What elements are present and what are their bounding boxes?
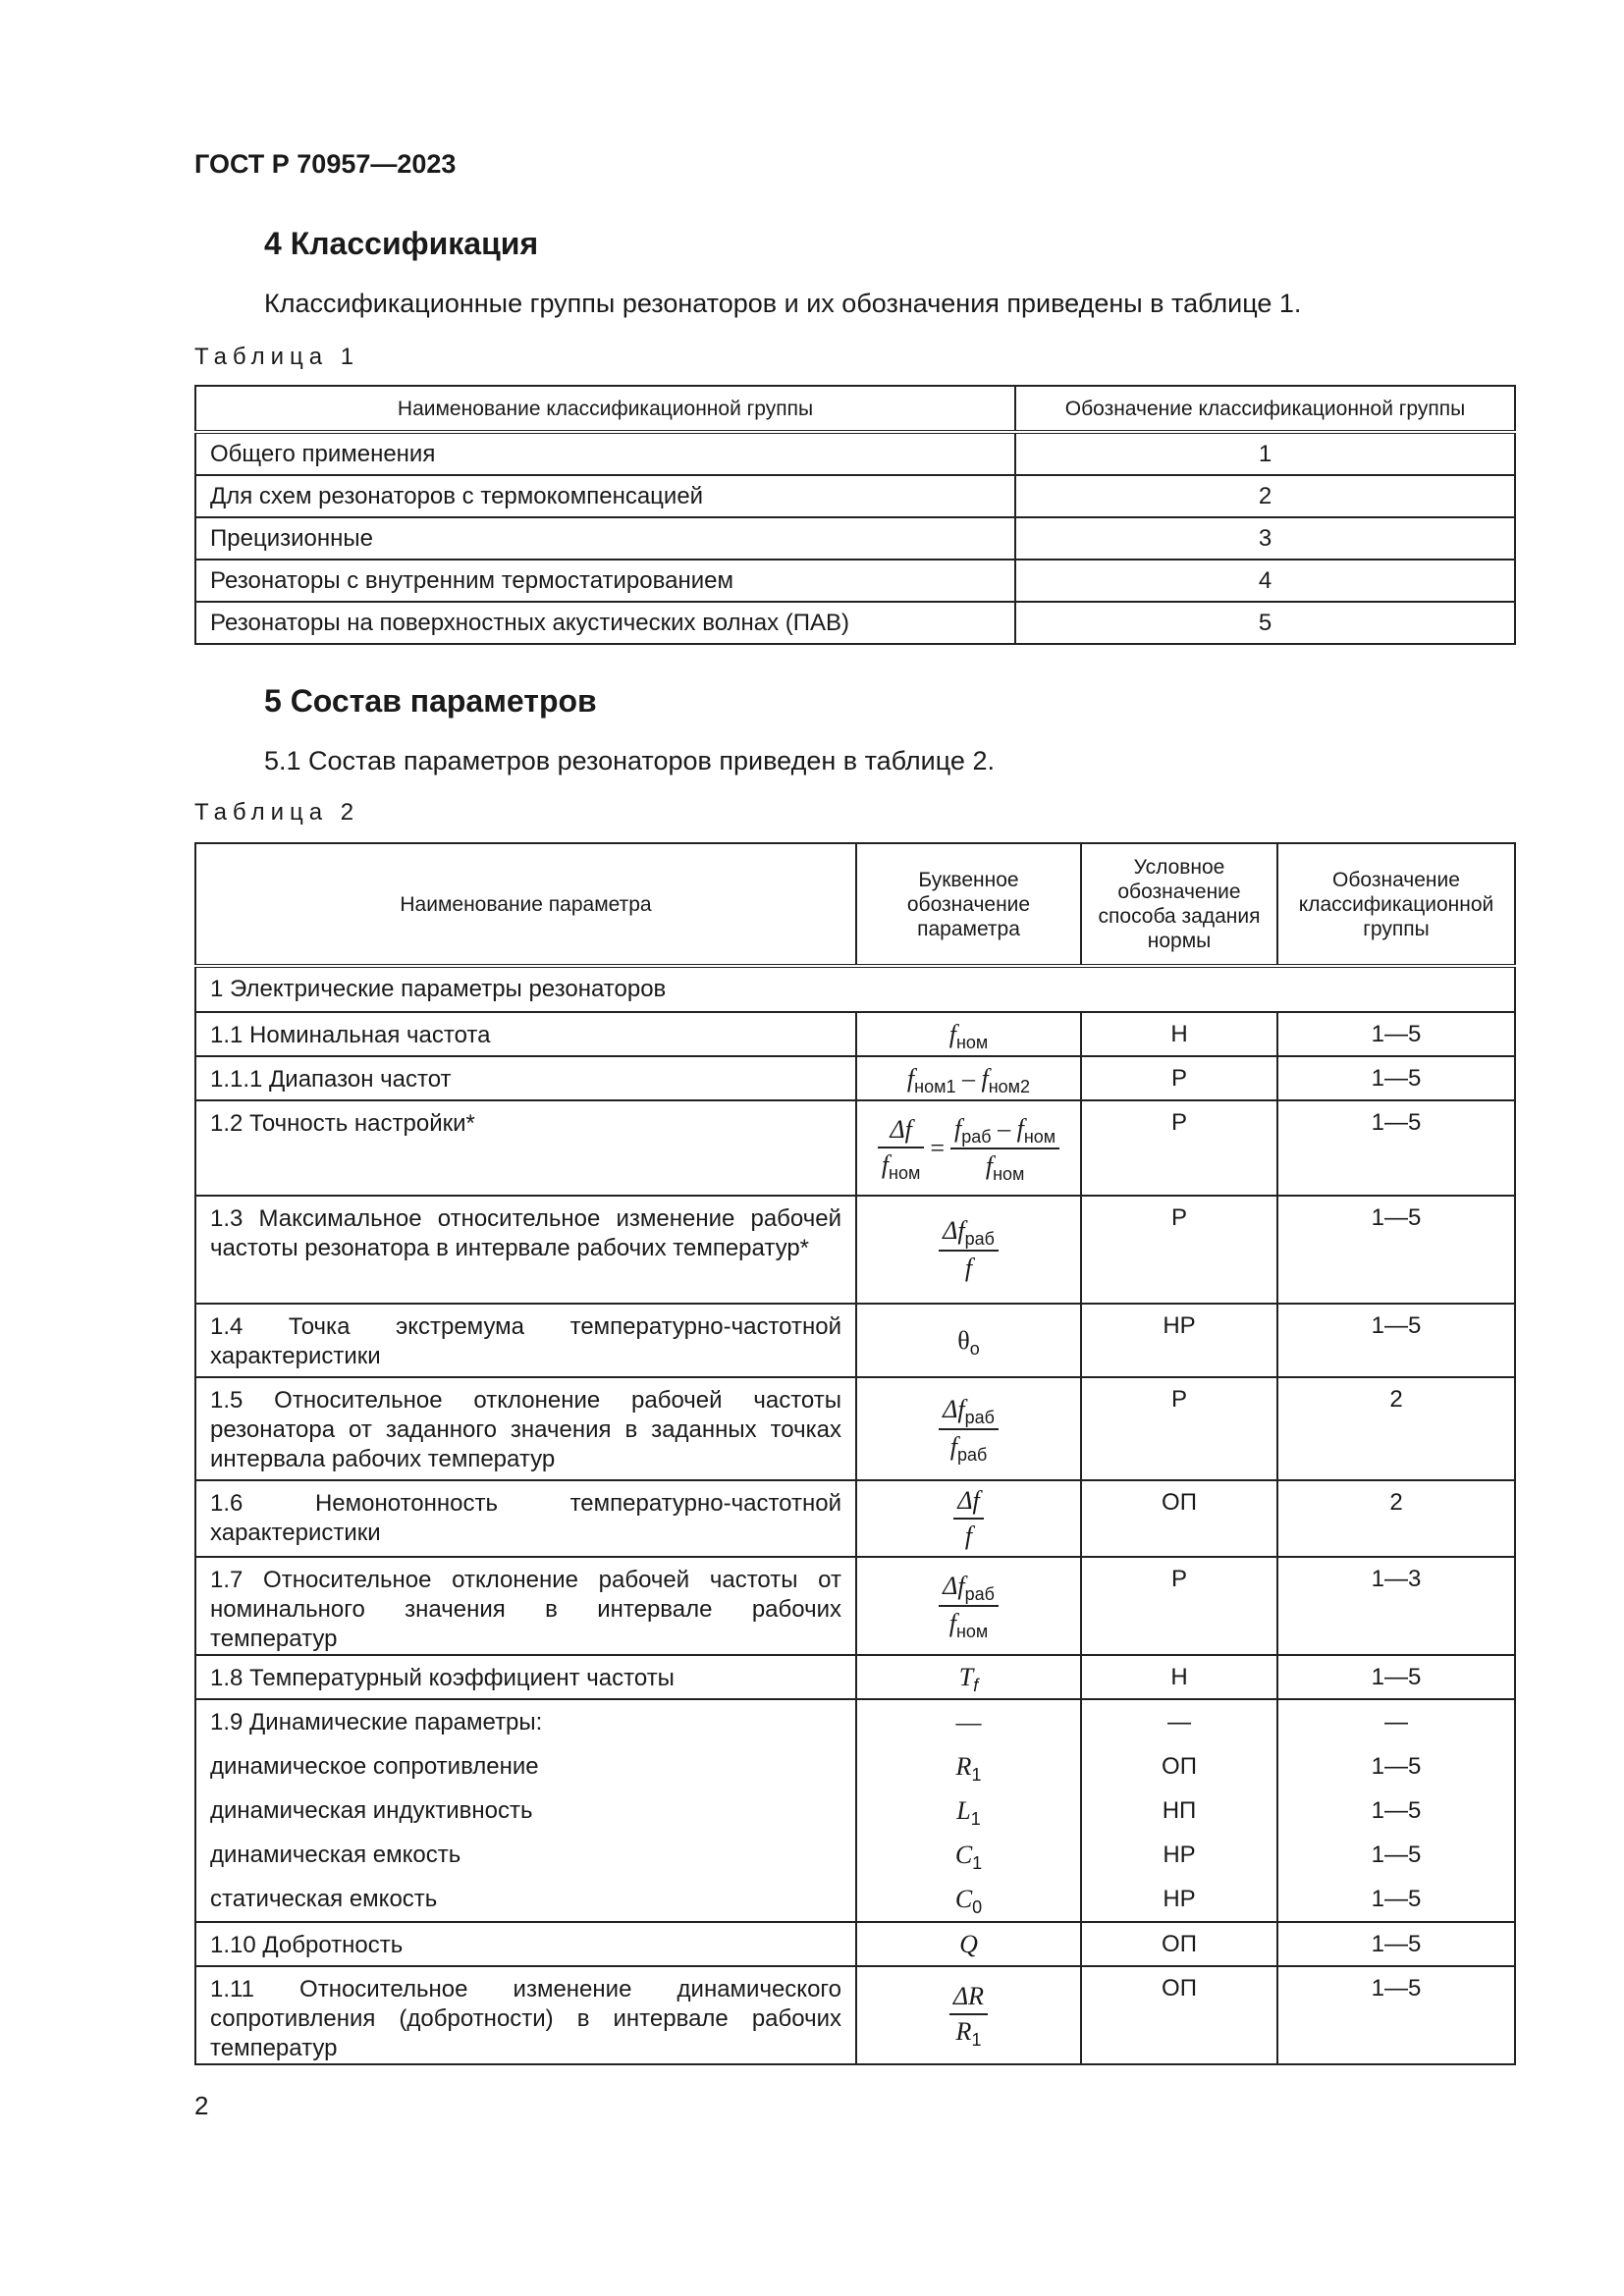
- group-code: 5: [1015, 602, 1515, 644]
- dynamic-item: статическая емкость: [210, 1886, 438, 1912]
- fraction: $\frac{\Delta f_{раб}}{f_{ном}}$: [939, 1572, 999, 1640]
- param-group: 1—5: [1277, 1012, 1515, 1056]
- table-row: [195, 1480, 1515, 1557]
- param-mode: Р: [1081, 1196, 1277, 1304]
- section-4-title: 4 Классификация: [264, 226, 539, 261]
- table-row: [195, 1655, 1515, 1699]
- dynamic-item: динамическое сопротивление: [210, 1753, 539, 1780]
- param-mode: Р: [1081, 1100, 1277, 1196]
- param-group: 1—5: [1277, 1304, 1515, 1377]
- table-2-header-group: Обозначение классификационной группы: [1277, 843, 1515, 966]
- document-code: ГОСТ Р 70957—2023: [194, 149, 457, 179]
- param-mode: Н: [1081, 1012, 1277, 1056]
- fraction: $\frac{\Delta f_{раб}}{f_{раб}}$: [939, 1395, 999, 1464]
- param-group: 2: [1277, 1377, 1515, 1480]
- param-group: 1—5: [1277, 1196, 1515, 1304]
- param-mode: ОП: [1081, 1480, 1277, 1557]
- param-mode: — ОП НП НР НР: [1081, 1699, 1277, 1922]
- table-1-caption: Таблица 1: [194, 344, 360, 370]
- table-row: [195, 1966, 1515, 2064]
- group-name: Прецизионные: [195, 517, 1015, 560]
- table-row: [195, 966, 1515, 1012]
- param-name: [195, 1699, 856, 1922]
- param-mode: ОП: [1081, 1922, 1277, 1966]
- param-mode: НР: [1081, 1304, 1277, 1377]
- group-code: 1: [1015, 432, 1515, 475]
- section-4-intro: Классификационные группы резонаторов и их обозначения приведены в таблице 1.: [264, 289, 1302, 318]
- page-number: 2: [194, 2091, 209, 2120]
- table-row: [195, 1557, 1515, 1655]
- param-group: 2: [1277, 1480, 1515, 1557]
- table-2: [194, 842, 1516, 2065]
- group-name: Для схем резонаторов с термокомпенсацией: [195, 475, 1015, 517]
- table-row: [195, 1304, 1515, 1377]
- param-symbol: — $R_1$ $L_1$ $C_1$ $C_0$: [856, 1699, 1081, 1922]
- param-name: 1.7 Относительное отклонение рабочей частоты от номинального значения в интервале рабочих температур: [195, 1557, 856, 1655]
- table-row: [195, 1699, 1515, 1922]
- param-group: 1—3: [1277, 1557, 1515, 1655]
- table-row: [195, 1012, 1515, 1056]
- table-row: [195, 560, 1515, 602]
- param-group: 1—5: [1277, 1922, 1515, 1966]
- group-code: 3: [1015, 517, 1515, 560]
- param-name: 1.8 Температурный коэффициент частоты: [195, 1655, 856, 1699]
- param-symbol: Q: [856, 1922, 1081, 1966]
- group-code: 2: [1015, 475, 1515, 517]
- param-group: 1—5: [1277, 1056, 1515, 1100]
- table-row: [195, 1196, 1515, 1304]
- param-group: 1—5: [1277, 1655, 1515, 1699]
- param-symbol: [856, 1196, 1081, 1304]
- param-symbol: [856, 1377, 1081, 1480]
- dynamic-title: 1.9 Динамические параметры:: [210, 1709, 543, 1735]
- param-mode: Р: [1081, 1377, 1277, 1480]
- fraction: $\frac{f_{раб} - f_{ном}}{f_{ном}}$: [950, 1114, 1059, 1183]
- param-mode: Р: [1081, 1056, 1277, 1100]
- fraction: $\frac{\Delta f}{f_{ном}}$: [878, 1115, 925, 1182]
- param-group: 1—5: [1277, 1100, 1515, 1196]
- fraction: $\frac{\Delta f_{раб}}{f}$: [939, 1216, 999, 1283]
- table-1-header-code: Обозначение классификационной группы: [1015, 386, 1515, 432]
- group-title: 1 Электрические параметры резонаторов: [195, 966, 1515, 1012]
- group-name: Резонаторы на поверхностных акустических волнах (ПАВ): [195, 602, 1015, 644]
- fraction: $\frac{\Delta R}{R_1}$: [949, 1982, 988, 2049]
- dynamic-item: динамическая индуктивность: [210, 1797, 533, 1824]
- param-name: 1.3 Максимальное относительное изменение рабочей частоты резонатора в интервале рабочих температур*: [195, 1196, 856, 1304]
- param-symbol: [856, 1480, 1081, 1557]
- param-mode: Н: [1081, 1655, 1277, 1699]
- dynamic-item: динамическая емкость: [210, 1842, 461, 1868]
- group-name: Резонаторы с внутренним термостатированием: [195, 560, 1015, 602]
- param-name: 1.2 Точность настройки*: [195, 1100, 856, 1196]
- table-row: [195, 1922, 1515, 1966]
- param-name: 1.4 Точка экстремума температурно-частотной характеристики: [195, 1304, 856, 1377]
- table-1: [194, 385, 1516, 645]
- table-row: [195, 1377, 1515, 1480]
- param-group: — 1—5 1—5 1—5 1—5: [1277, 1699, 1515, 1922]
- group-name: Общего применения: [195, 432, 1015, 475]
- table-row: [195, 1056, 1515, 1100]
- param-name: 1.11 Относительное изменение динамического сопротивления (добротности) в интервале рабочих температур: [195, 1966, 856, 2064]
- fraction: $\frac{\Delta f}{f}$: [953, 1486, 983, 1551]
- param-symbol: $f_{ном1} - f_{ном2}$: [856, 1056, 1081, 1100]
- param-mode: ОП: [1081, 1966, 1277, 2064]
- table-2-header-symbol: Буквенное обозначение параметра: [856, 843, 1081, 966]
- table-2-caption: Таблица 2: [194, 799, 360, 826]
- group-code: 4: [1015, 560, 1515, 602]
- table-row: [195, 475, 1515, 517]
- section-5-intro: 5.1 Состав параметров резонаторов приведен в таблице 2.: [264, 746, 995, 775]
- table-row: [195, 517, 1515, 560]
- param-symbol: [856, 1557, 1081, 1655]
- table-1-header-name: Наименование классификационной группы: [195, 386, 1015, 432]
- param-symbol: $f_{ном}$: [856, 1012, 1081, 1056]
- param-name: 1.1 Номинальная частота: [195, 1012, 856, 1056]
- param-group: 1—5: [1277, 1966, 1515, 2064]
- param-symbol: $\frac{\Delta f}{f_{ном}}$ = $\frac{f_{раб} - f_{ном}}{f_{ном}}$: [856, 1100, 1081, 1196]
- param-symbol: $T_f$: [856, 1655, 1081, 1699]
- param-symbol: $\theta_о$: [856, 1304, 1081, 1377]
- param-mode: Р: [1081, 1557, 1277, 1655]
- table-row: [195, 1100, 1515, 1196]
- table-row: [195, 432, 1515, 475]
- param-symbol: [856, 1966, 1081, 2064]
- param-name: 1.10 Добротность: [195, 1922, 856, 1966]
- section-5-title: 5 Состав параметров: [264, 683, 597, 719]
- table-2-header-name: Наименование параметра: [195, 843, 856, 966]
- param-name: 1.1.1 Диапазон частот: [195, 1056, 856, 1100]
- param-name: 1.6 Немонотонность температурно-частотной характеристики: [195, 1480, 856, 1557]
- param-name: 1.5 Относительное отклонение рабочей частоты резонатора от заданного значения в заданных точках интервала рабочих температур: [195, 1377, 856, 1480]
- table-row: [195, 602, 1515, 644]
- table-2-header-mode: Условное обозначение способа задания нормы: [1081, 843, 1277, 966]
